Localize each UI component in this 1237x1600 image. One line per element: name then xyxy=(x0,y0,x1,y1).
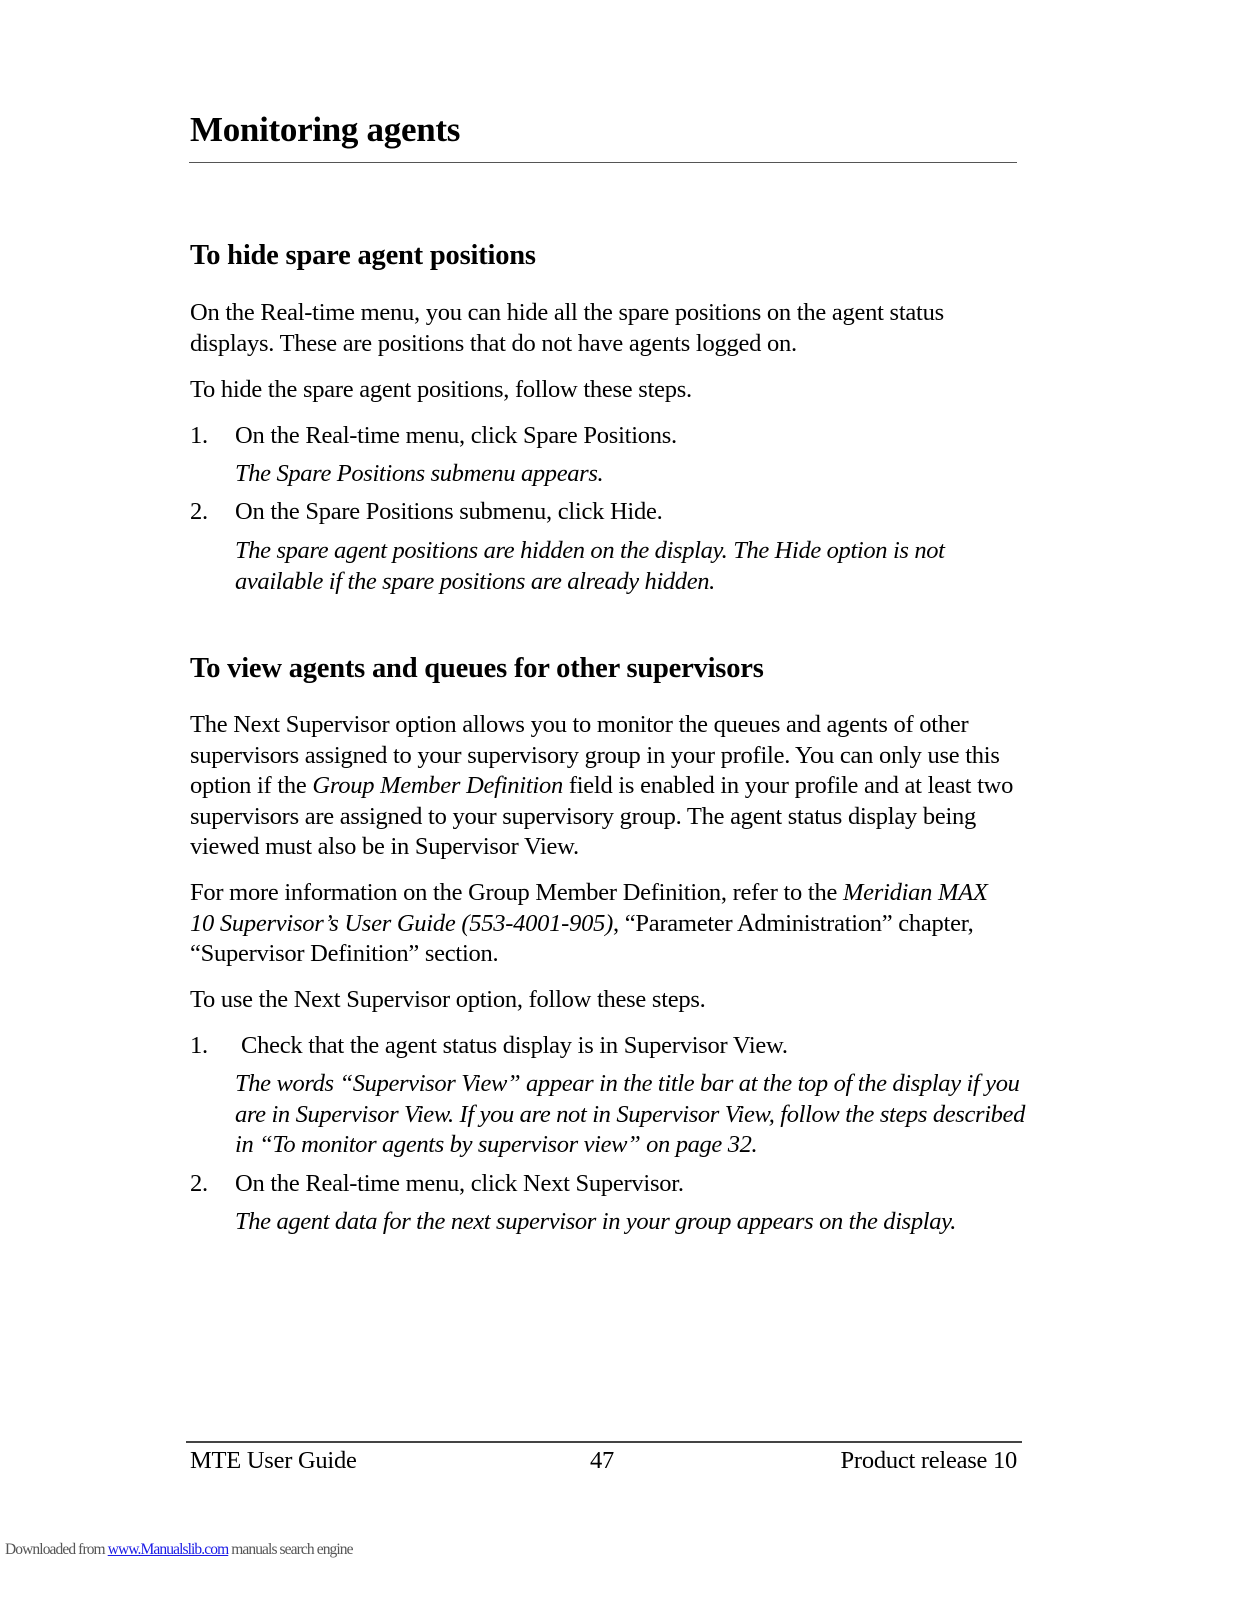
footer-divider xyxy=(186,1441,1022,1443)
footer-document-title: MTE User Guide xyxy=(190,1447,357,1474)
section-1-step-2-result: The spare agent positions are hidden on the display. The Hide option is not available if the spare positions are already hidden. xyxy=(235,537,945,595)
section-1-steps-intro: To hide the spare agent positions, follow these steps. xyxy=(190,376,692,403)
paragraph-text: The Next Supervisor option allows you to monitor the queues and agents of other supervisors assigned to your supervisory group in your profile. You can only use this option if the xyxy=(190,711,1000,799)
step-number: 2. xyxy=(190,1170,208,1197)
step-number: 2. xyxy=(190,498,208,525)
step-instruction: Check that the agent status display is in Supervisor View. xyxy=(241,1032,788,1059)
step-instruction: On the Real-time menu, click Next Supervisor. xyxy=(235,1170,684,1197)
section-2-intro-paragraph xyxy=(190,710,1025,863)
page-title: Monitoring agents xyxy=(190,110,461,149)
step-instruction: On the Spare Positions submenu, click Hide. xyxy=(235,498,663,525)
section-2-reference-paragraph xyxy=(190,878,1010,970)
step-instruction: On the Real-time menu, click Spare Positions. xyxy=(235,422,677,449)
footer-page-number: 47 xyxy=(590,1447,614,1474)
section-heading-view-other-supervisors: To view agents and queues for other supervisors xyxy=(190,653,764,684)
step-number: 1. xyxy=(190,422,208,449)
section-2-step-1-result: The words “Supervisor View” appear in the title bar at the top of the display if you are in Supervisor View. If you are not in Supervisor View, follow the steps described in “To monitor agents by supervisor view” on page 32. xyxy=(235,1070,1025,1158)
manualslib-link[interactable]: www.Manualslib.com xyxy=(107,1541,229,1558)
paragraph-text: For more information on the Group Member Definition, refer to the xyxy=(190,879,843,906)
download-attribution xyxy=(5,1540,353,1560)
field-name-emphasis: Group Member Definition xyxy=(312,772,563,799)
title-divider xyxy=(189,162,1017,163)
section-1-step-1-result: The Spare Positions submenu appears. xyxy=(235,460,604,487)
step-number: 1. xyxy=(190,1032,208,1059)
section-1-intro-paragraph: On the Real-time menu, you can hide all the spare positions on the agent status displays. These are positions that do not have agents logged on. xyxy=(190,299,944,357)
attribution-prefix: Downloaded from xyxy=(5,1541,108,1558)
section-heading-hide-spare-positions: To hide spare agent positions xyxy=(190,240,536,271)
attribution-suffix: manuals search engine xyxy=(228,1541,353,1558)
section-2-steps-intro: To use the Next Supervisor option, follow these steps. xyxy=(190,986,706,1013)
guide-title-emphasis: Meridian MAX 10 Supervisor’s User Guide (553-4001-905) xyxy=(190,879,988,937)
footer-release: Product release 10 xyxy=(840,1447,1017,1474)
paragraph-text: field is enabled in your profile and at least two supervisors are assigned to your supervisory group. The agent status display being viewed must also be in Supervisor View. xyxy=(190,772,1014,860)
paragraph-text: , “Parameter Administration” chapter, “Supervisor Definition” section. xyxy=(190,909,974,967)
section-2-step-2-result: The agent data for the next supervisor in your group appears on the display. xyxy=(235,1208,957,1235)
